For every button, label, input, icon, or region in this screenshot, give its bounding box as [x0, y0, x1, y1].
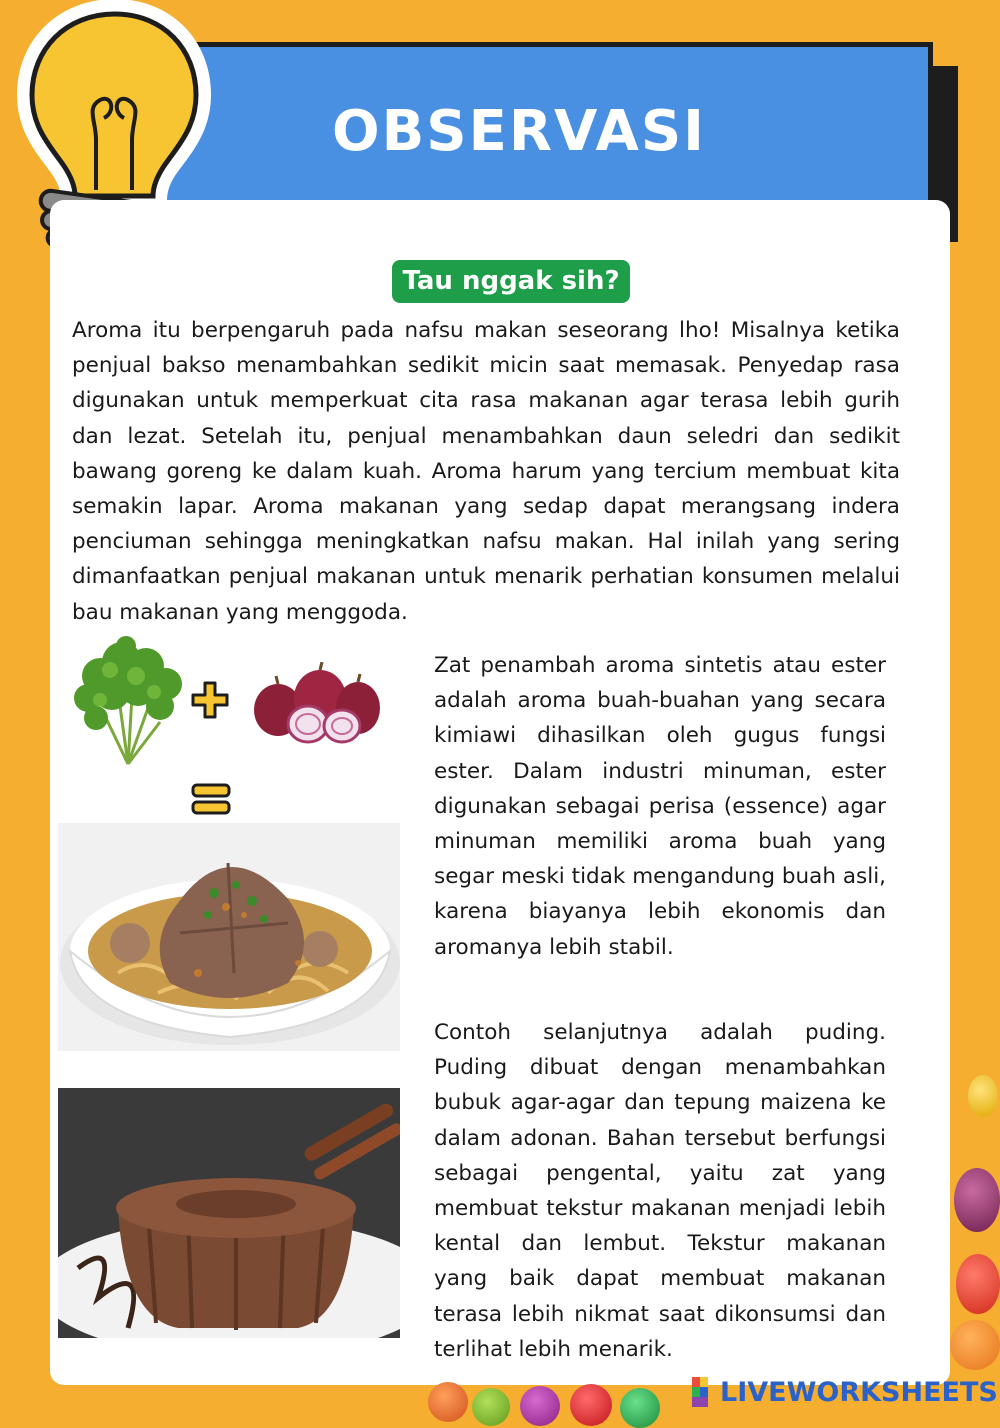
celery-icon [70, 636, 188, 766]
brand-footer [692, 1372, 998, 1412]
did-you-know-badge: Tau nggak sih? [392, 260, 630, 303]
candy-decoration [428, 1382, 468, 1422]
page-title: OBSERVASI [331, 99, 707, 164]
candy-decoration [954, 1168, 1000, 1232]
pudding-photo [58, 1088, 400, 1338]
title-banner [105, 42, 933, 220]
candy-decoration [956, 1254, 1000, 1314]
bakso-photo [58, 823, 400, 1051]
intro-paragraph: Aroma itu berpengaruh pada nafsu makan seseorang lho! Misalnya ketika penjual bakso menambahkan sedikit micin saat memasak. Penyedap rasa digunakan untuk memperkuat cita rasa makanan agar terasa lebih gurih dan lezat. Setelah itu, penjual menambahkan daun seledri dan sedikit bawang goreng ke dalam kuah. Aroma harum yang tercium membuat kita semakin lapar. Aroma makanan yang sedap dapat merangsang indera penciuman sehingga meningkatkan nafsu makan. Hal inilah yang sering dimanfaatkan penjual makanan untuk menarik perhatian konsumen melalui bau makanan yang menggoda. [72, 318, 900, 625]
candy-decoration [570, 1384, 612, 1426]
shallot-icon [250, 662, 385, 744]
candy-decoration [950, 1320, 1000, 1370]
liveworksheets-logo-icon [692, 1377, 716, 1407]
pudding-paragraph: Contoh selanjutnya adalah puding. Puding dibuat dengan menambahkan bubuk agar-agar dan tepung maizena ke dalam adonan. Bahan tersebut berfungsi sebagai pengental, yaitu zat yang membuat tekstur makanan menjadi lebih kental dan lembut. Tekstur makanan yang baik dapat membuat makanan terasa lebih nikmat saat dikonsumsi dan terlihat lebih menarik. [434, 1020, 886, 1362]
ester-paragraph: Zat penambah aroma sintetis atau ester adalah aroma buah-buahan yang secara kimiawi dihasilkan oleh gugus fungsi ester. Dalam industri minuman, ester digunakan sebagai perisa (essence) agar minuman memiliki aroma buah yang segar meski tidak mengandung buah asli, karena biayanya lebih ekonomis dan aromanya lebih stabil. [434, 653, 886, 960]
candy-decoration [520, 1386, 560, 1426]
plus-icon [190, 680, 230, 720]
candy-decoration [968, 1075, 998, 1117]
brand-name: LIVEWORKSHEETS [720, 1376, 998, 1408]
equals-icon [190, 782, 232, 816]
candy-decoration [620, 1388, 660, 1428]
candy-decoration [472, 1388, 510, 1426]
